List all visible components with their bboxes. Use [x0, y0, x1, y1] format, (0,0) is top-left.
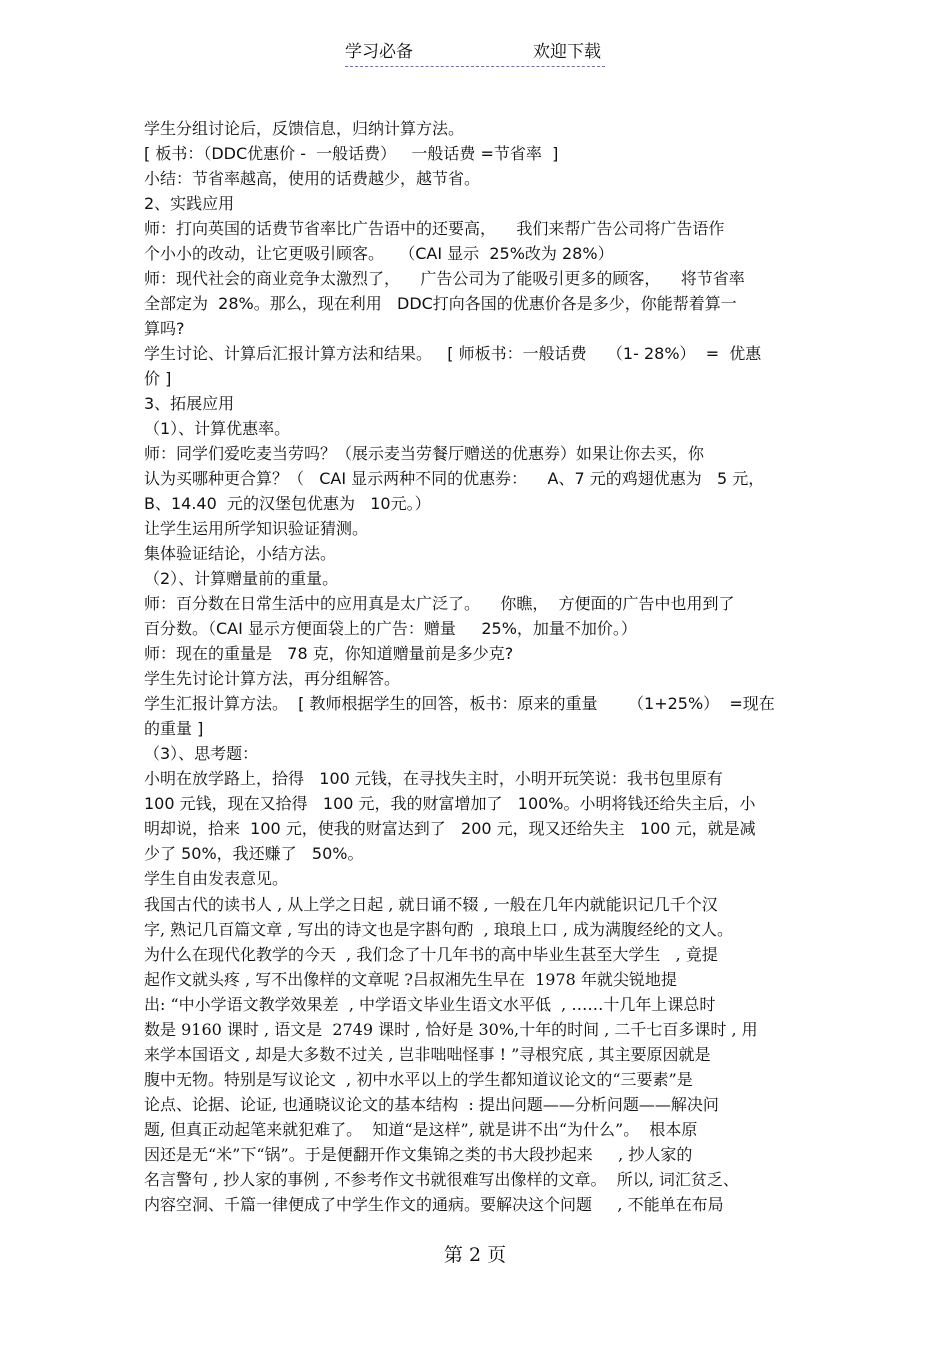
body-line: 师：百分数在日常生活中的应用真是太广泛了。 你瞧， 方便面的广告中也用到了 [144, 594, 735, 613]
subsection-heading: （1）、计算优惠率。 [144, 419, 291, 438]
body-line: 师：现在的重量是 78 克，你知道赠量前是多少克? [144, 644, 514, 663]
essay-line: 论点、论据、论证, 也通晓议论文的基本结构 : 提出问题——分析问题——解决问 [144, 1095, 719, 1114]
section-heading: 3、拓展应用 [144, 394, 235, 413]
body-line: 集体验证结论，小结方法。 [144, 544, 337, 563]
essay-line: 我国古代的读书人 , 从上学之日起 , 就日诵不辍 , 一般在几年内就能识记几千个汉 [144, 895, 718, 914]
body-line: 的重量 ] [144, 719, 204, 738]
body-line: 学生分组讨论后，反馈信息，归纳计算方法。 [144, 119, 465, 138]
header-left-text: 学习必备 [345, 42, 413, 62]
body-line: 学生先讨论计算方法，再分组解答。 [144, 669, 401, 688]
subsection-heading: （2）、计算赠量前的重量。 [144, 569, 339, 588]
body-line: 全部定为 28%。那么，现在利用 DDC打向各国的优惠价各是多少，你能帮着算一 [144, 294, 737, 313]
body-line: 师：打向英国的话费节省率比广告语中的还要高， 我们来帮广告公司将广告语作 [144, 219, 725, 238]
body-line: B、14.40 元的汉堡包优惠为 10元。） [144, 494, 431, 513]
page-header [345, 40, 605, 67]
body-line: 价 ] [144, 369, 172, 388]
lesson-body [144, 116, 806, 891]
section-heading: 2、实践应用 [144, 194, 235, 213]
essay-line: 出: “中小学语文教学效果差 , 中学语文毕业生语文水平低 , ……十几年上课总时 [144, 995, 716, 1014]
body-line: 小明在放学路上，拾得 100 元钱，在寻找失主时，小明开玩笑说：我书包里原有 [144, 769, 723, 788]
body-line: 认为买哪种更合算？（ CAI 显示两种不同的优惠券： A、7 元的鸡翅优惠为 5 元， [144, 469, 765, 488]
body-line: 明却说，拾来 100 元，使我的财富达到了 200 元，现又还给失主 100 元，就是减 [144, 819, 756, 838]
body-line: 师：现代社会的商业竞争太激烈了， 广告公司为了能吸引更多的顾客， 将节省率 [144, 269, 745, 288]
page-number: 第 2 页 [443, 1244, 507, 1266]
essay-line: 起作文就头疼 , 写不出像样的文章呢 ?吕叔湘先生早在 1978 年就尖锐地提 [144, 970, 677, 989]
essay-line: 为什么在现代化教学的今天 , 我们念了十几年书的高中毕业生甚至大学生 , 竟提 [144, 945, 718, 964]
essay-line: 因还是无“米”下“锅”。于是便翻开作文集锦之类的书大段抄起来 , 抄人家的 [144, 1145, 693, 1164]
body-line: 100 元钱，现在又拾得 100 元，我的财富增加了 100%。小明将钱还给失主后，小 [144, 794, 756, 813]
body-line: 百分数。（CAI 显示方便面袋上的广告：赠量 25%，加量不加价。） [144, 619, 637, 638]
essay-line: 数是 9160 课时 , 语文是 2749 课时 , 恰好是 30%,十年的时间 , 二千七百多课时 , 用 [144, 1020, 758, 1039]
body-line: 学生汇报计算方法。 [ 教师根据学生的回答，板书：原来的重量 （1+25%） =现在 [144, 694, 775, 713]
body-line: 学生自由发表意见。 [144, 869, 289, 888]
essay-line: 内容空洞、千篇一律便成了中学生作文的通病。要解决这个问题 , 不能单在布局 [144, 1195, 724, 1214]
essay-line: 字, 熟记几百篇文章 , 写出的诗文也是字斟句酌 , 琅琅上口 , 成为满腹经纶的文人。 [144, 920, 734, 939]
body-line: 让学生运用所学知识验证猜测。 [144, 519, 369, 538]
body-line: 学生讨论、计算后汇报计算方法和结果。 [ 师板书：一般话费 （1- 28%） = 优惠 [144, 344, 762, 363]
body-line: 算吗? [144, 319, 185, 338]
essay-line: 题, 但真正动起笔来就犯难了。 知道“是这样”, 就是讲不出“为什么”。 根本原 [144, 1120, 698, 1139]
essay-line: 来学本国语文 , 却是大多数不过关 , 岂非咄咄怪事 ! ”寻根究底 , 其主要原因就是 [144, 1045, 711, 1064]
essay-line: 名言警句 , 抄人家的事例 , 不参考作文书就很难写出像样的文章。 所以, 词汇贫乏、 [144, 1170, 739, 1189]
body-line: 个小小的改动，让它更吸引顾客。 （CAI 显示 25%改为 28%） [144, 244, 614, 263]
header-right-text: 欢迎下载 [533, 42, 601, 62]
essay-line: 腹中无物。特别是写议论文 , 初中水平以上的学生都知道议论文的“三要素”是 [144, 1070, 693, 1089]
subsection-heading: （3）、思考题： [144, 744, 259, 763]
body-line: 少了 50%，我还赚了 50%。 [144, 844, 364, 863]
essay-paragraph [144, 892, 806, 1217]
body-line: 小结：节省率越高，使用的话费越少，越节省。 [144, 169, 481, 188]
body-line: [ 板书：（DDC优惠价 - 一般话费） 一般话费 =节省率 ] [144, 144, 559, 163]
body-line: 师：同学们爱吃麦当劳吗？（展示麦当劳餐厅赠送的优惠券）如果让你去买，你 [144, 444, 705, 463]
